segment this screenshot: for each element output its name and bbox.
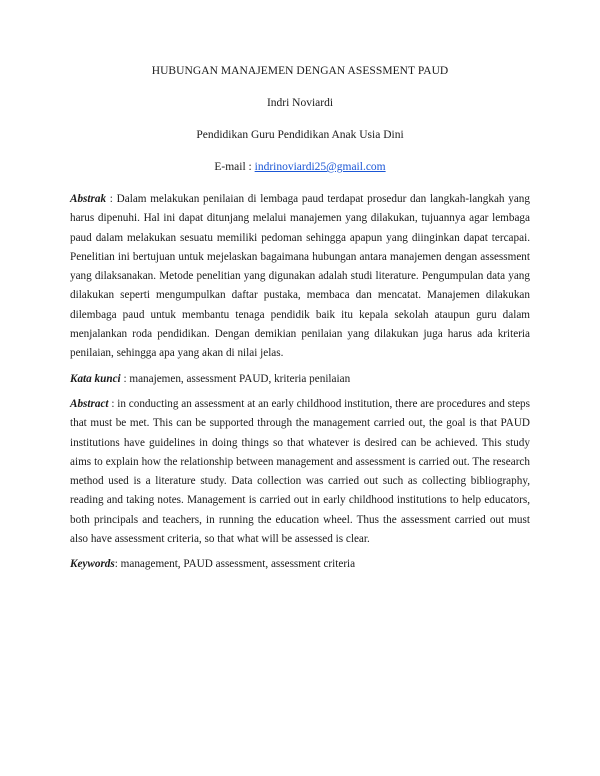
keywords-text: : management, PAUD assessment, assessment criteria xyxy=(114,558,356,571)
abstrak-text: : Dalam melakukan penilaian di lembaga paud terdapat prosedur dan langkah-langkah yang harus dipenuhi. Hal ini dapat ditunjang melalui manajemen yang dilakukan, tujuannya agar lembaga paud dalam melakukan sesuatu memiliki pedoman sehingga apapun yang diinginkan dapat tercapai. Penelitian ini bertujuan untuk mejelaskan bagaimana hubungan antara manajemen dengan assessment yang dilaksanakan. Metode penelitian yang digunakan adalah studi literature. Pengumpulan data yang dilakukan seperti mengumpulkan daftar pustaka, membaca dan mencatat. Manajemen dilakukan dilembaga paud untuk membantu tenaga pendidik baik itu kepala sekolah ataupun guru dalam menjalankan roda pendidikan. Dengan demikian penilaian yang dilakukan juga harus ada kriteria penilaian, sehingga apa yang akan di nilai jelas. xyxy=(70,193,530,360)
kata-kunci-text: : manajemen, assessment PAUD, kriteria penilaian xyxy=(120,372,351,385)
paper-page xyxy=(70,64,530,575)
author-affiliation: Pendidikan Guru Pendidikan Anak Usia Dini xyxy=(196,129,404,141)
abstract-text: : in conducting an assessment at an early childhood institution, there are procedures and steps that must be met. This can be supported through the management carried out, the goal is that PAUD institutions have guidelines in doing things so that whatever is desired can be achieved. This study aims to explain how the relationship between management and assessment is carried out. The research method used is a literature study. Data collection was carried out such as collecting bibliography, reading and taking notes. Management is carried out in early childhood institutions to help educators, both principals and teachers, in running the education wheel. Thus the assessment carried out must also have assessment criteria, so that what will be assessed is clear. xyxy=(70,397,530,546)
kata-kunci-label: Kata kunci xyxy=(70,372,121,385)
email-link[interactable]: indrinoviardi25@gmail.com xyxy=(254,161,386,173)
keywords-paragraph xyxy=(70,555,530,574)
abstrak-label: Abstrak xyxy=(70,193,107,205)
abstract-label: Abstract xyxy=(70,397,109,410)
email-label: E-mail : xyxy=(214,161,255,173)
kata-kunci-paragraph xyxy=(70,370,530,389)
paper-title: HUBUNGAN MANAJEMEN DENGAN ASESSMENT PAUD xyxy=(151,65,449,77)
keywords-label: Keywords xyxy=(70,558,115,571)
abstrak-paragraph xyxy=(70,190,530,364)
abstract-paragraph xyxy=(70,395,530,549)
author-name: Indri Noviardi xyxy=(266,97,334,109)
author-email-line xyxy=(70,160,530,175)
